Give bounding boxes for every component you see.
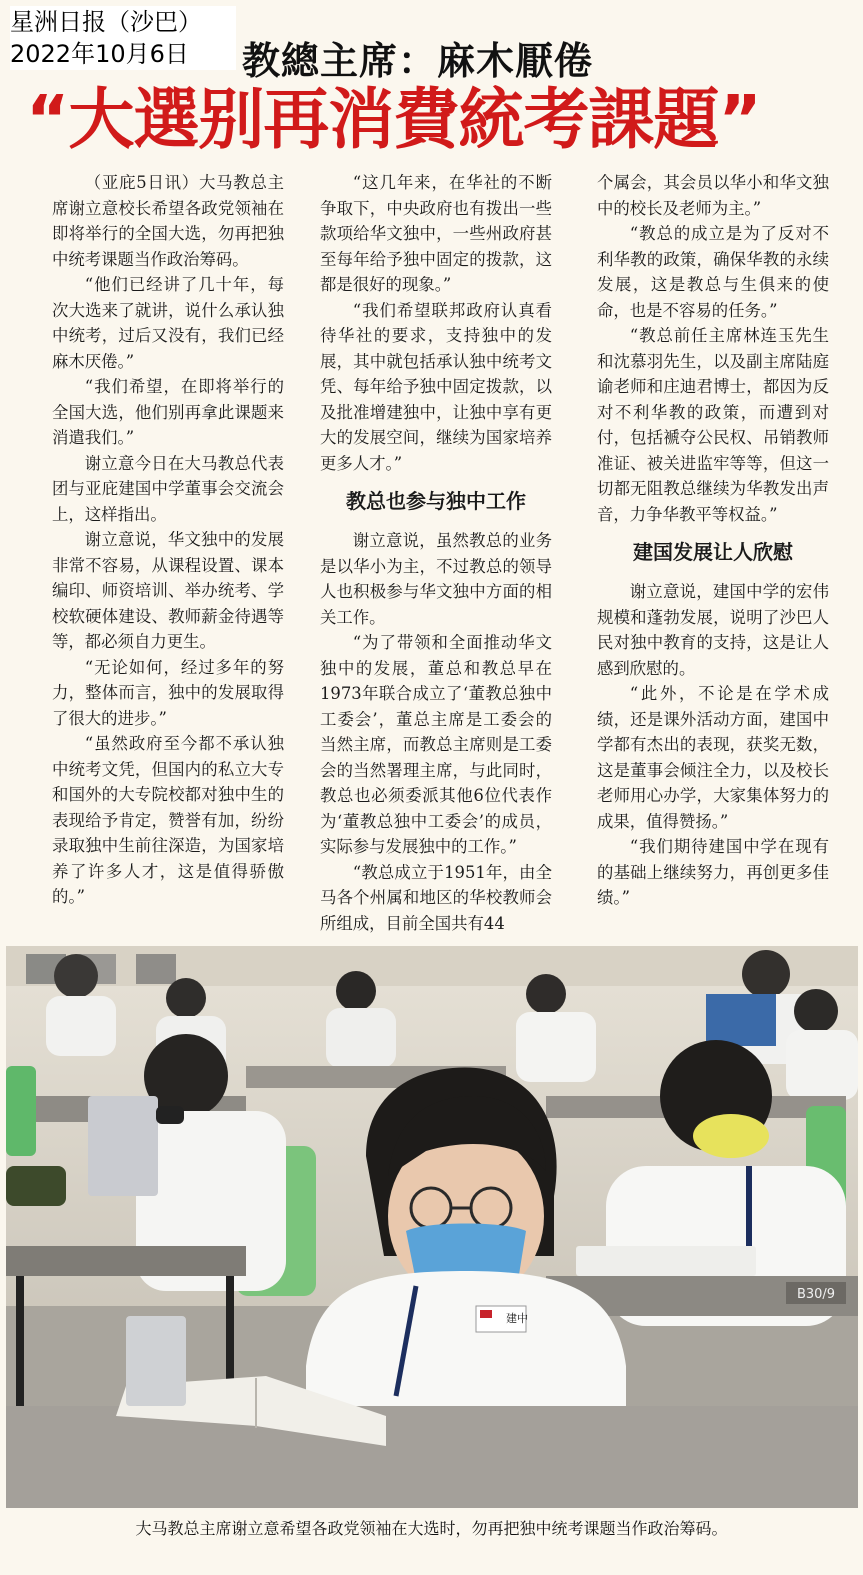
paragraph: 谢立意今日在大马教总代表团与亚庇建国中学董事会交流会上，这样指出。 [52, 453, 284, 524]
paragraph-continuation: 个属会，其会员以华小和华文独中的校长及老师为主。” [597, 173, 829, 218]
school-badge-text: 建中 [506, 1312, 528, 1325]
paragraph: “这几年来，在华社的不断争取下，中央政府也有拨出一些款项给华文独中，一些州政府甚至每年给予独中固定的拨款，这都是很好的现象。” [320, 173, 552, 294]
source-label [10, 6, 236, 70]
subheading: 建国发展让人欣慰 [633, 540, 793, 564]
kicker-headline: 教總主席：麻木厭倦 [242, 39, 594, 83]
paragraph: 谢立意说，建国中学的宏伟规模和蓬勃发展，说明了沙巴人民对独中教育的支持，这是让人感到欣慰的。 [597, 582, 829, 678]
paragraph: “我们希望联邦政府认真看待华社的要求，支持独中的发展，其中就包括承认独中统考文凭、每年给予独中固定拨款，以及批准增建独中，让独中享有更大的发展空间，继续为国家培养更多人才。” [320, 300, 552, 473]
paragraph: 谢立意说，华文独中的发展非常不容易，从课程设置、课本编印、师资培训、举办统考、学校软硬体建设、教师薪金待遇等等，都必须自力更生。 [52, 530, 284, 651]
column-1 [52, 170, 284, 910]
desk-label: B30/9 [796, 1287, 836, 1302]
photo-caption: 大马教总主席谢立意希望各政党领袖在大选时，勿再把独中统考课题当作政治筹码。 [135, 1519, 728, 1538]
publication-date: 2022年10月6日 [10, 40, 189, 68]
paragraph: “虽然政府至今都不承认独中统考文凭，但国内的私立大专和国外的大专院校都对独中生的表现给予肯定，赞誉有加，纷纷录取独中生前往深造，为国家培养了许多人才，这是值得骄傲的。” [52, 734, 284, 906]
article-body [52, 170, 852, 933]
subheading: 教总也参与独中工作 [346, 489, 526, 513]
newspaper-name: 星洲日报（沙巴） [10, 8, 202, 36]
paragraph: “教总前任主席林连玉先生和沈慕羽先生，以及副主席陆庭谕老师和庄迪君博士，都因为反对不利华教的政策，而遭到对付，包括褫夺公民权、吊销教师准证、被关进监牢等等，但这一切都无阻教总继续为华教发出声音，力争华教平等权益。” [597, 326, 829, 524]
paragraph: （亚庇5日讯）大马教总主席谢立意校长希望各政党领袖在即将举行的全国大选，勿再把独中统考课题当作政治筹码。 [52, 173, 284, 269]
classroom-photo [6, 946, 858, 1508]
paragraph: “无论如何，经过多年的努力，整体而言，独中的发展取得了很大的进步。” [52, 657, 284, 728]
column-3 [597, 170, 829, 911]
paragraph: “为了带领和全面推动华文独中的发展，董总和教总早在1973年联合成立了‘董教总独中工委会’，董总主席是工委会的当然主席，而教总主席则是工委会的当然署理主席，与此同时，教总也必须委派其他6位代表作为‘董教总独中工委会’的成员，实际参与发展独中的工作。” [320, 633, 552, 856]
paragraph: “教总的成立是为了反对不利华教的政策，确保华教的永续发展，这是教总与生俱来的使命，也是不容易的任务。” [597, 224, 829, 320]
paragraph: “我们希望，在即将举行的全国大选，他们别再拿此课题来消遣我们。” [52, 377, 284, 447]
paragraph: 谢立意说，虽然教总的业务是以华小为主，不过教总的领导人也积极参与华文独中方面的相关工作。 [320, 531, 552, 627]
paragraph: “他们已经讲了几十年，每次大选来了就讲，说什么承认独中统考，过后又没有，我们已经麻木厌倦。” [52, 275, 284, 371]
paragraph: “我们期待建国中学在现有的基础上继续努力，再创更多佳绩。” [597, 837, 829, 907]
paragraph: “教总成立于1951年，由全马各个州属和地区的华校教师会所组成，目前全国共有44 [320, 862, 552, 933]
column-2 [320, 170, 552, 936]
main-headline: “大選别再消費統考課題” [26, 81, 761, 158]
paragraph: “此外，不论是在学术成绩，还是课外活动方面，建国中学都有杰出的表现，获奖无数，这是董事会倾注全力，以及校长老师用心办学，大家集体努力的成果，值得赞扬。” [597, 684, 829, 831]
